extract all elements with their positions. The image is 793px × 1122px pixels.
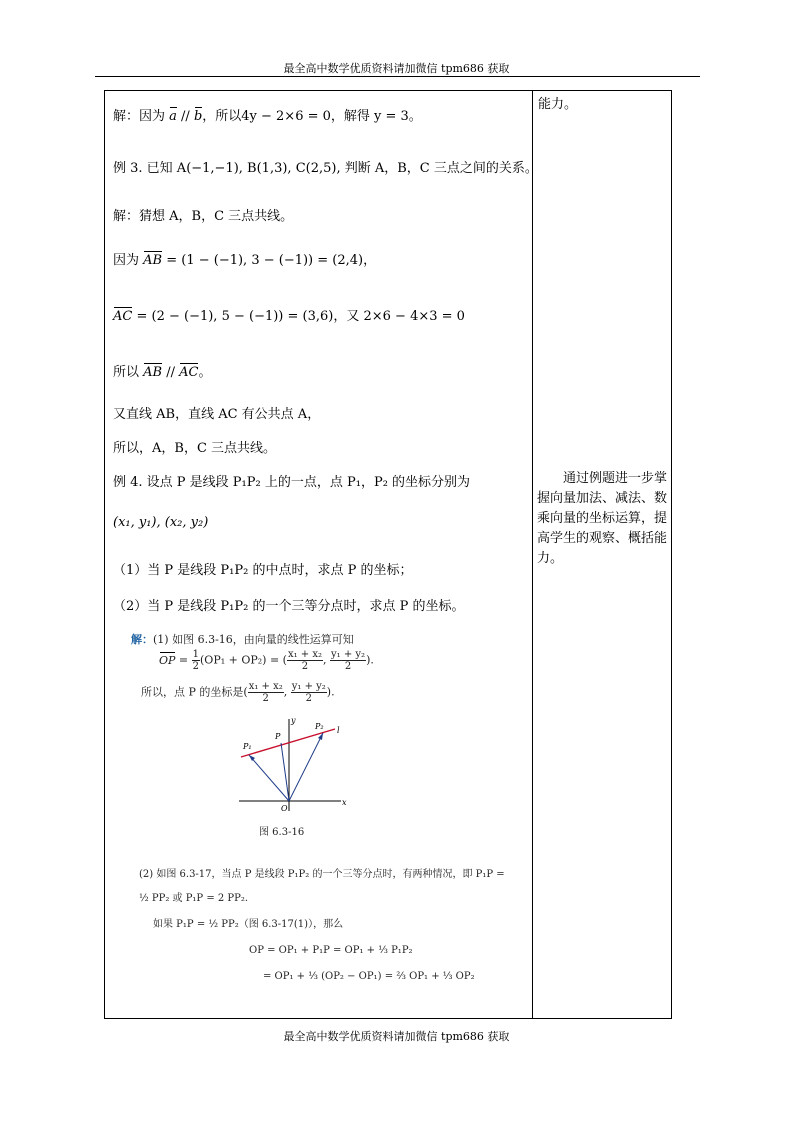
midpoint-conclusion — [141, 681, 335, 704]
text-fragment: 所以 — [113, 365, 144, 380]
solution-keyword: 解： — [131, 633, 153, 646]
solution-line-1 — [113, 105, 422, 124]
coordinates-line: (x₁, y₁), (x₂, y₂) — [113, 515, 209, 530]
text-fragment: 解：因为 — [113, 109, 170, 124]
notes-column — [533, 91, 671, 1018]
vector-AC: AC — [179, 365, 199, 380]
excerpt-line: = OP₁ + ⅓ (OP₂ − OP₁) = ⅔ OP₁ + ⅓ OP₂ — [263, 971, 475, 982]
content-column — [105, 91, 538, 1018]
midpoint-formula — [159, 649, 374, 672]
vector-AB: AB — [143, 253, 163, 268]
denominator: 2 — [305, 693, 312, 704]
label-y: y — [291, 716, 296, 725]
vector-OP: OP — [159, 653, 176, 667]
collinear-conclusion-line: 所以，A，B，C 三点共线。 — [113, 441, 277, 456]
vector-AB: AB — [143, 365, 163, 380]
text-fragment: , — [283, 685, 291, 699]
text-fragment: = — [175, 653, 192, 667]
example-3-line: 例 3. 已知 A(−1,−1), B(1,3), C(2,5), 判断 A，B，C 三点之间的关系。 — [113, 161, 538, 176]
label-x: x — [342, 798, 347, 807]
numerator: x₁ + x₂ — [287, 649, 323, 660]
numerator: y₁ + y₂ — [291, 681, 326, 692]
excerpt-line — [131, 631, 354, 647]
solution-guess-line: 解：猜想 A，B，C 三点共线。 — [113, 209, 294, 224]
numerator: y₁ + y₂ — [331, 649, 366, 660]
vector-a: a — [169, 109, 177, 124]
denominator: 2 — [192, 661, 200, 672]
parallel-conclusion-line — [113, 361, 211, 380]
text-fragment: 因为 — [113, 253, 144, 268]
textbook-excerpt-2 — [131, 861, 521, 1001]
common-point-line: 又直线 AB，直线 AC 有公共点 A， — [113, 407, 321, 422]
figure-caption: 图 6.3-16 — [259, 827, 305, 838]
label-l: l — [337, 726, 340, 735]
vector-ac-line — [113, 305, 465, 324]
text-fragment: , — [323, 653, 331, 667]
question-2-line: （2）当 P 是线段 P₁P₂ 的一个三等分点时，求点 P 的坐标。 — [113, 599, 465, 614]
line-l — [241, 729, 335, 757]
excerpt-line: OP = OP₁ + P₁P = OP₁ + ⅓ P₁P₂ — [249, 945, 413, 956]
fraction — [287, 649, 323, 672]
fraction — [248, 681, 284, 704]
excerpt-line: 如果 P₁P = ½ PP₂（图 6.3-17(1)），那么 — [153, 919, 344, 930]
header-divider — [95, 76, 700, 77]
fraction — [330, 649, 366, 672]
text-fragment: (OP₁ + OP₂) = ( — [200, 653, 287, 667]
text-fragment: 。 — [198, 365, 212, 380]
lesson-table — [104, 90, 672, 1019]
fraction — [192, 649, 200, 672]
vector-ab-line — [113, 249, 376, 268]
excerpt-line: (2) 如图 6.3-17，当点 P 是线段 P₁P₂ 的一个三等分点时，有两种情况，即 P₁P = — [139, 869, 505, 880]
label-p: P — [275, 732, 281, 741]
vector-AC: AC — [113, 309, 133, 324]
text-fragment: 所以，点 P 的坐标是( — [141, 685, 248, 699]
arrowhead-p1 — [249, 755, 255, 761]
denominator: 2 — [301, 661, 309, 672]
notes-paragraph: 通过例题进一步掌握向量加法、减法、数乘向量的坐标运算，提高学生的观察、概括能力。 — [537, 471, 668, 566]
text-fragment: (1) 如图 6.3-16，由向量的线性运算可知 — [153, 633, 354, 646]
label-p1: P₁ — [243, 742, 252, 751]
label-p2: P₂ — [315, 722, 324, 731]
fraction — [291, 681, 327, 704]
text-fragment: ，所以4y − 2×6 = 0，解得 y = 3。 — [202, 109, 422, 124]
example-4-line: 例 4. 设点 P 是线段 P₁P₂ 上的一点，点 P₁，P₂ 的坐标分别为 — [113, 475, 471, 490]
text-fragment: // — [162, 365, 180, 380]
text-fragment: = (2 − (−1), 5 − (−1)) = (3,6)，又 2×6 − 4×3 = 0 — [132, 309, 465, 324]
text-fragment: ). — [366, 653, 374, 667]
vector-OP — [281, 743, 289, 801]
vector-OP2 — [289, 733, 323, 801]
page-footer: 最全高中数学优质资料请加微信 tpm686 获取 — [283, 1030, 510, 1043]
text-fragment: ). — [326, 685, 335, 699]
denominator: 2 — [262, 693, 269, 704]
label-origin: O — [281, 804, 288, 813]
denominator: 2 — [344, 661, 352, 672]
page-header: 最全高中数学优质资料请加微信 tpm686 获取 — [283, 62, 510, 75]
vector-OP1 — [249, 755, 289, 801]
vector-b: b — [193, 109, 203, 124]
question-1-line: （1）当 P 是线段 P₁P₂ 的中点时，求点 P 的坐标； — [113, 563, 413, 578]
numerator: x₁ + x₂ — [248, 681, 283, 692]
vector-figure — [231, 715, 351, 815]
excerpt-line: ½ PP₂ 或 P₁P = 2 PP₂. — [139, 893, 249, 904]
notes-top-text: 能力。 — [538, 97, 578, 112]
numerator: 1 — [192, 649, 200, 660]
text-fragment: // — [176, 109, 194, 124]
textbook-excerpt-1 — [131, 627, 521, 857]
text-fragment: = (1 − (−1), 3 − (−1)) = (2,4)， — [162, 253, 377, 268]
